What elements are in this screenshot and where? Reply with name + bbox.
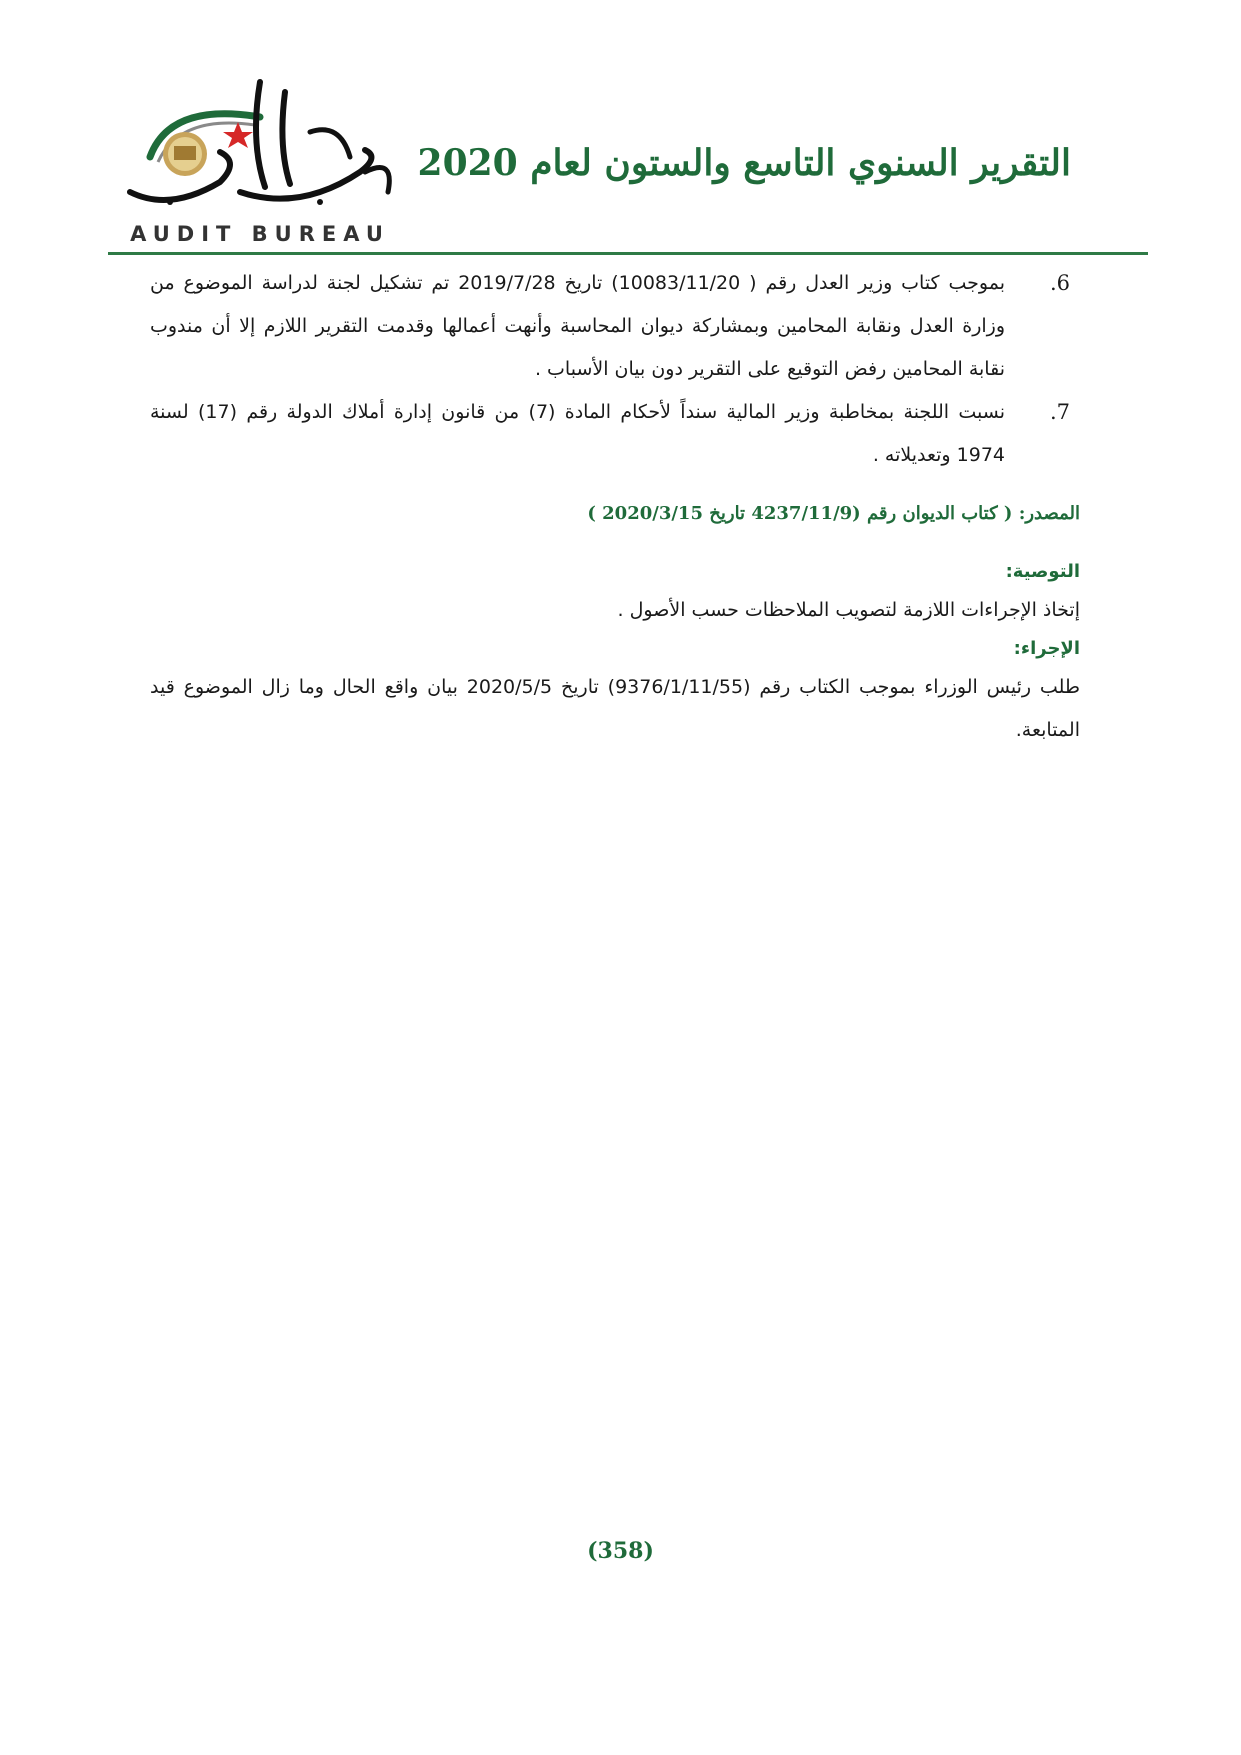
logo-caption: AUDIT BUREAU (130, 222, 390, 246)
audit-bureau-logo (110, 62, 410, 252)
source-reference: المصدر: ( كتاب الديوان رقم (4237/11/9 تاريخ 2020/3/15 ) (587, 503, 1080, 524)
action-text: طلب رئيس الوزراء بموجب الكتاب رقم (9376/1/11/55) تاريخ 2020/5/5 بيان واقع الحال وما زال الموضوع قيد المتابعة. (150, 676, 1081, 741)
item-text: بموجب كتاب وزير العدل رقم ( 10083/11/20) تاريخ 2019/7/28 تم تشكيل لجنة لدراسة الموضوع من وزارة العدل ونقابة المحامين وبمشاركة ديوان المحاسبة وأنهت أعمالها وقدمت التقرير اللازم إلا أن مندوب نقابة المحامين رفض التوقيع على التقرير دون بيان الأسباب . (150, 272, 1005, 380)
list-item (150, 391, 1080, 477)
recommendation-heading: التوصية: (1005, 561, 1080, 582)
item-number: 7. (1049, 400, 1071, 424)
item-text: نسبت اللجنة بمخاطبة وزير المالية سنداً لأحكام المادة (7) من قانون إدارة أملاك الدولة رقم (17) لسنة 1974 وتعديلاته . (150, 401, 1006, 466)
main-content (150, 262, 1080, 752)
page-number: (358) (587, 1538, 654, 1564)
item-number: 6. (1049, 271, 1071, 295)
action-heading: الإجراء: (1013, 638, 1080, 659)
logo-emblem-icon (110, 62, 410, 227)
recommendation-text: إتخاذ الإجراءات اللازمة لتصويب الملاحظات حسب الأصول . (617, 599, 1080, 621)
header-divider (108, 252, 1148, 255)
report-title: التقرير السنوي التاسع والستون لعام 2020 (417, 142, 1071, 184)
list-item (150, 262, 1080, 391)
